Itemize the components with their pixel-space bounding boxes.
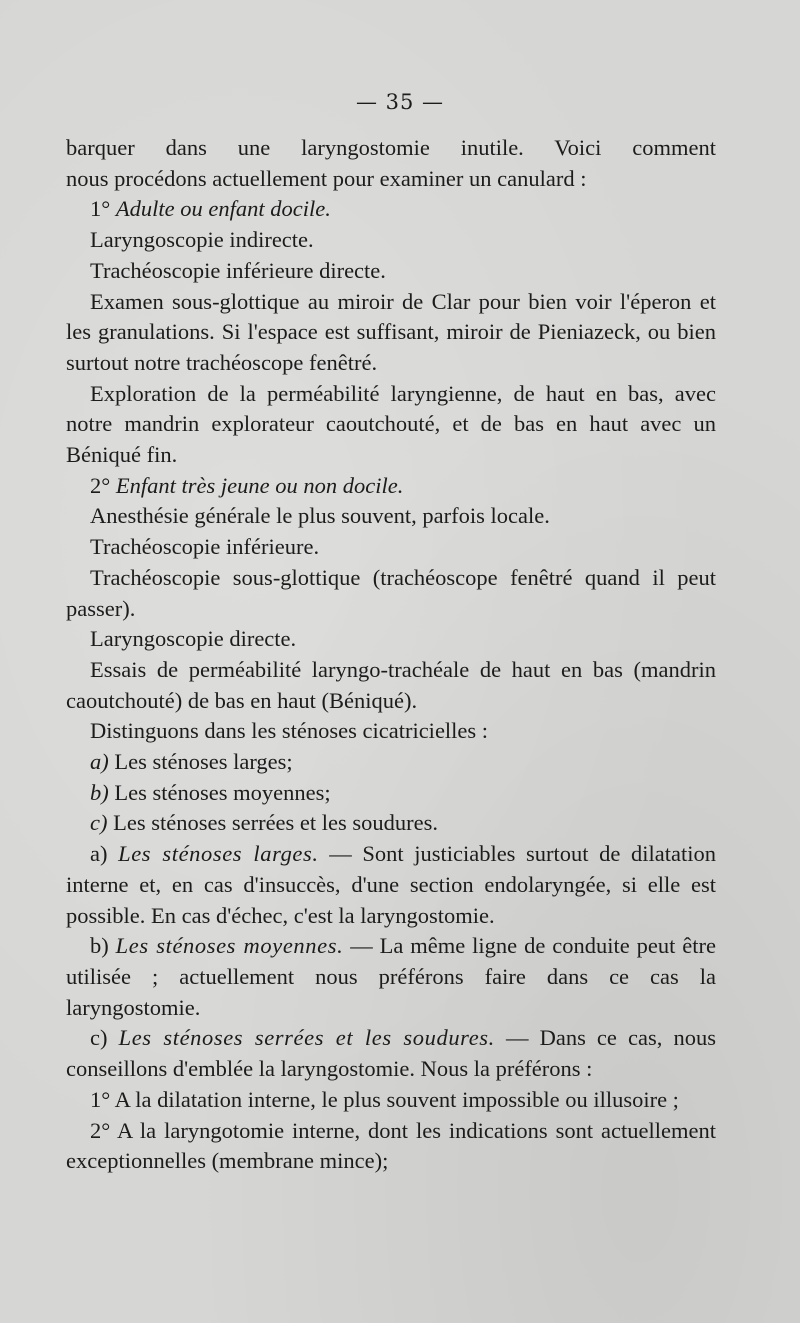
list-item-label: a) [90,749,109,775]
section-label: c) [90,1025,119,1051]
paragraph-line: nous procédons actuellement pour examiner un canulard : [66,165,587,191]
list-item-text: Les sténoses moyennes; [108,779,331,805]
list-item-text: Les sténoses larges; [108,749,293,775]
section-paragraph [66,839,716,931]
paragraph: Laryngoscopie indirecte. [90,227,314,253]
list-item-text: Les sténoses serrées et les soudures. [107,810,439,836]
paragraph-line: barquer dans une laryngostomie inutile. Voici comment [66,135,716,160]
list-item [66,778,716,809]
paragraph: 1° A la dilatation interne, le plus souvent impossible ou illusoire ; [90,1086,679,1112]
heading-number: 2° [90,472,116,498]
list-item-label: b) [90,779,109,805]
paragraph: Anesthésie générale le plus souvent, parfois locale. [90,503,550,529]
section-heading [66,194,716,225]
paragraph: Examen sous-glottique au miroir de Clar pour bien voir l'éperon et les granulations. Si l'espace est suffisant, miroir de Pieniazeck, ou bien surtout notre trachéoscope fenêtré. [66,288,716,375]
heading-title: Enfant très jeune ou non docile. [115,472,404,498]
page-number: — 35 — [355,90,445,114]
paragraph: Trachéoscopie sous-glottique (trachéoscope fenêtré quand il peut passer). [66,564,716,621]
paragraph: 2° A la laryngotomie interne, dont les indications sont actuellement exceptionnelles (membrane mince); [66,1117,716,1174]
section-heading [66,471,716,502]
paragraph: Exploration de la perméabilité laryngienne, de haut en bas, avec notre mandrin explorateur caoutchouté, et de bas en haut avec un Béniqué fin. [66,380,716,468]
paragraph: Essais de perméabilité laryngo-trachéale de haut en bas (mandrin caoutchouté) de bas en haut (Béniqué). [66,656,716,713]
heading-title: Adulte ou enfant docile. [115,196,331,222]
list-item [66,747,716,778]
section-title: Les sténoses serrées et les soudures. [118,1025,495,1051]
section-paragraph [66,1023,716,1084]
list-item [66,808,716,839]
paragraph: Laryngoscopie directe. [90,626,297,652]
section-label: b) [90,933,116,959]
heading-number: 1° [90,196,116,222]
section-title: Les sténoses larges. [118,841,319,867]
paragraph: Distinguons dans les sténoses cicatricielles : [90,718,489,744]
section-text: — Sont justiciables surtout de dilatation interne et, en cas d'insuccès, d'une section endolaryngée, si elle est possible. En cas d'échec, c'est la laryngostomie. [66,841,716,928]
section-label: a) [90,841,119,867]
section-text: — La même ligne de conduite peut être utilisée ; actuellement nous préférons faire dans ce cas la laryngostomie. [66,933,716,1020]
paragraph: Trachéoscopie inférieure. [90,534,320,560]
list-item-label: c) [90,810,108,836]
section-paragraph [66,931,716,1023]
section-text: — Dans ce cas, nous conseillons d'emblée la laryngostomie. Nous la préférons : [66,1025,716,1082]
paragraph: Trachéoscopie inférieure directe. [90,257,386,283]
page-body [66,133,716,1177]
section-title: Les sténoses moyennes. [115,933,344,959]
